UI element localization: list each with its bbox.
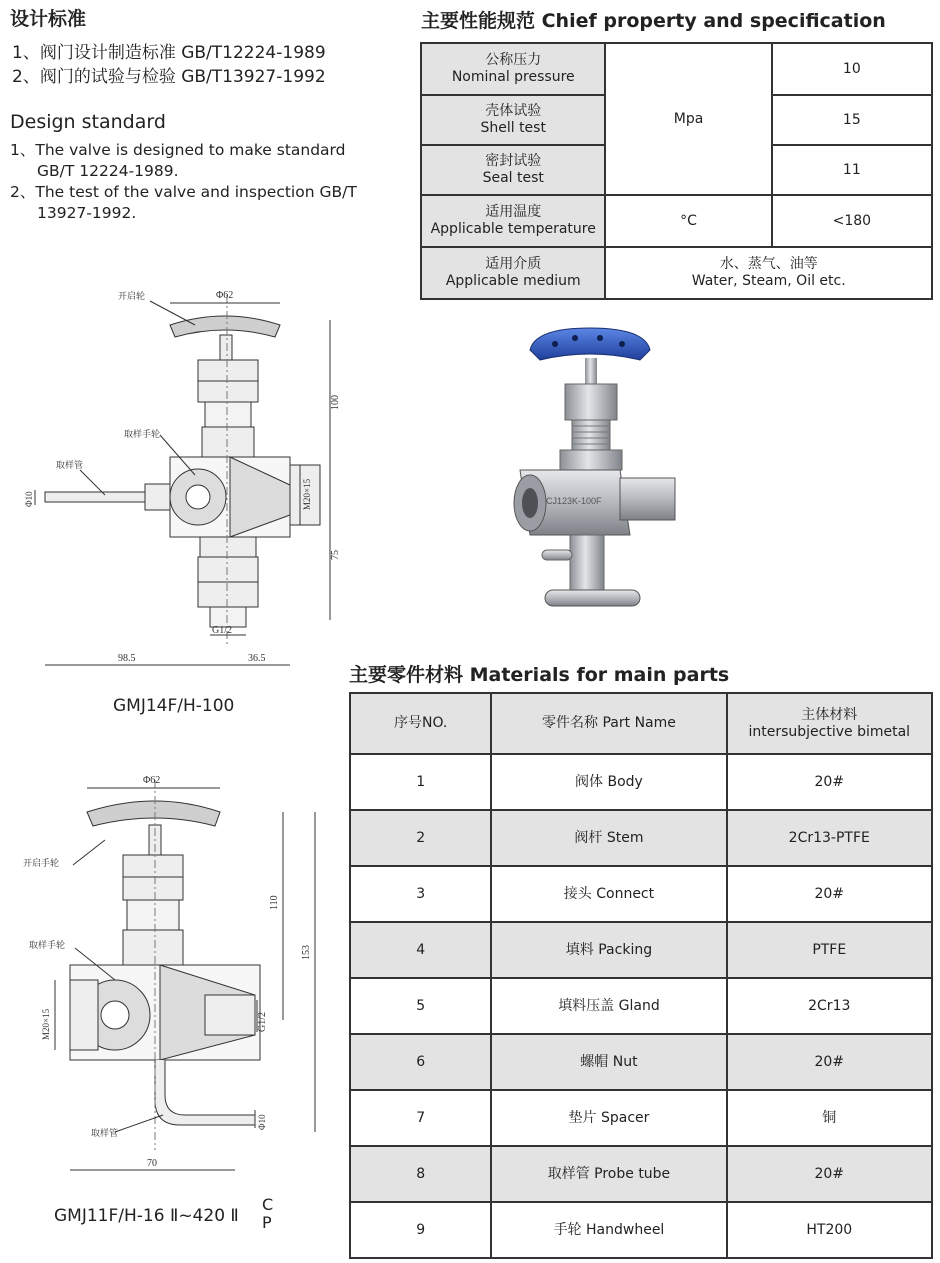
design-standard-cn-item-1: 1、阀门设计制造标准 GB/T12224-1989 <box>12 43 326 63</box>
table-row <box>350 1146 932 1202</box>
row-no: 9 <box>350 1202 491 1258</box>
spec-value-medium <box>605 247 932 299</box>
parts-table <box>349 692 933 1259</box>
drawing-gmj14f <box>20 285 380 675</box>
item-continuation: 13927-1992. <box>37 204 137 222</box>
caption-suffix <box>262 1196 273 1232</box>
spec-value-shell: 15 <box>772 95 932 145</box>
design-standard-cn-title: 设计标准 <box>10 8 87 30</box>
row-no: 1 <box>350 754 491 810</box>
table-row <box>350 1090 932 1146</box>
row-material: 铜 <box>727 1090 932 1146</box>
caption-suffix-top: C <box>262 1195 274 1214</box>
parts-title: 主要零件材料 Materials for main parts <box>349 664 730 686</box>
design-standard-cn-item-2: 2、阀门的试验与检验 GB/T13927-1992 <box>12 67 326 87</box>
label-cn: 适用温度 <box>485 204 542 220</box>
spec-unit-pressure: Mpa <box>605 43 771 195</box>
item-text: The valve is designed to make standard <box>35 141 346 159</box>
dim-g12: G1/2 <box>212 625 232 636</box>
spec-row-nominal <box>421 43 932 95</box>
dim-h100: 100 <box>330 395 341 410</box>
label-cn: 密封试验 <box>485 153 542 169</box>
drawing1-caption: GMJ14F/H-100 <box>113 696 235 716</box>
table-row <box>350 866 932 922</box>
dim-phi10: Φ10 <box>257 1114 267 1130</box>
label-sample-tube: 取样管 <box>56 460 84 470</box>
parts-header-row <box>350 693 932 754</box>
dim-m20: M20×15 <box>41 1008 51 1040</box>
valve-photo <box>500 320 680 620</box>
dim-w70: 70 <box>147 1158 157 1169</box>
header-material <box>727 693 932 754</box>
row-name: 垫片 Spacer <box>491 1090 726 1146</box>
design-standard-en-item-2 <box>10 182 400 224</box>
row-material: 20# <box>727 866 932 922</box>
header-name: 零件名称 Part Name <box>491 693 726 754</box>
medium-cn: 水、蒸气、油等 <box>719 256 818 272</box>
drawing2-caption <box>54 1206 239 1226</box>
dim-phi10: Φ10 <box>24 491 34 507</box>
row-material: 2Cr13-PTFE <box>727 810 932 866</box>
row-material: HT200 <box>727 1202 932 1258</box>
spec-label-temperature <box>421 195 605 247</box>
spec-table <box>420 42 933 300</box>
row-material: 2Cr13 <box>727 978 932 1034</box>
table-row <box>350 1034 932 1090</box>
row-name: 接头 Connect <box>491 866 726 922</box>
dim-g12: G1/2 <box>257 1012 268 1032</box>
handwheel-shape <box>87 801 220 826</box>
spec-label-nominal <box>421 43 605 95</box>
row-material: 20# <box>727 1034 932 1090</box>
row-name: 取样管 Probe tube <box>491 1146 726 1202</box>
item-number: 2、 <box>10 183 36 201</box>
dim-top: Φ62 <box>143 775 161 786</box>
row-material: PTFE <box>727 922 932 978</box>
row-no: 4 <box>350 922 491 978</box>
dim-h153: 153 <box>301 945 312 960</box>
row-material: 20# <box>727 754 932 810</box>
row-name: 螺帽 Nut <box>491 1034 726 1090</box>
caption-main: GMJ11F/H-16 Ⅱ~420 Ⅱ <box>54 1206 239 1226</box>
drawing-gmj11f <box>15 770 345 1180</box>
spec-value-temperature: <180 <box>772 195 932 247</box>
design-standard-en-item-1 <box>10 140 400 182</box>
dim-h75: 75 <box>330 550 341 560</box>
spec-title: 主要性能规范 Chief property and specification <box>421 10 886 32</box>
row-name: 填料 Packing <box>491 922 726 978</box>
photo-stamp: CJ123K-100F <box>546 496 602 506</box>
spec-row-temperature <box>421 195 932 247</box>
row-no: 5 <box>350 978 491 1034</box>
header-no: 序号NO. <box>350 693 491 754</box>
dim-h110: 110 <box>269 895 280 910</box>
spec-unit-temperature: °C <box>605 195 771 247</box>
label-cn: 壳体试验 <box>485 103 542 119</box>
label-sample-wheel: 取样手轮 <box>124 429 161 439</box>
label-handwheel: 开启轮 <box>118 291 146 301</box>
label-en: Applicable medium <box>445 273 581 289</box>
label-sample-wheel: 取样手轮 <box>29 940 66 950</box>
label-sample-tube: 取样管 <box>91 1128 119 1138</box>
design-standard-en-title: Design standard <box>10 111 166 133</box>
label-en: Seal test <box>482 170 544 186</box>
item-text: The test of the valve and inspection GB/T <box>35 183 357 201</box>
spec-value-seal: 11 <box>772 145 932 195</box>
spec-value-nominal: 10 <box>772 43 932 95</box>
label-en: Applicable temperature <box>430 221 596 237</box>
row-no: 6 <box>350 1034 491 1090</box>
item-number: 1、 <box>10 141 36 159</box>
table-row <box>350 922 932 978</box>
row-name: 填料压盖 Gland <box>491 978 726 1034</box>
medium-en: Water, Steam, Oil etc. <box>691 273 846 289</box>
table-row <box>350 978 932 1034</box>
row-name: 阀杆 Stem <box>491 810 726 866</box>
row-no: 3 <box>350 866 491 922</box>
handwheel-blue <box>530 328 650 360</box>
row-no: 8 <box>350 1146 491 1202</box>
header-material-en: intersubjective bimetal <box>748 723 911 740</box>
dim-w985: 98.5 <box>118 653 136 664</box>
label-en: Nominal pressure <box>451 69 575 85</box>
spec-label-shell <box>421 95 605 145</box>
label-cn: 公称压力 <box>485 52 542 68</box>
spec-row-medium <box>421 247 932 299</box>
table-row <box>350 810 932 866</box>
label-en: Shell test <box>480 120 546 136</box>
table-row <box>350 1202 932 1258</box>
item-continuation: GB/T 12224-1989. <box>37 162 179 180</box>
row-name: 阀体 Body <box>491 754 726 810</box>
spec-label-seal <box>421 145 605 195</box>
row-material: 20# <box>727 1146 932 1202</box>
handwheel-shape <box>170 316 280 337</box>
header-material-cn: 主体材料 <box>801 706 858 723</box>
spec-label-medium <box>421 247 605 299</box>
row-name: 手轮 Handwheel <box>491 1202 726 1258</box>
dim-top: Φ62 <box>216 290 234 301</box>
dim-w365: 36.5 <box>248 653 266 664</box>
label-cn: 适用介质 <box>485 256 542 272</box>
caption-suffix-bottom: P <box>262 1213 272 1232</box>
table-row <box>350 754 932 810</box>
row-no: 7 <box>350 1090 491 1146</box>
dim-m20: M20×15 <box>302 478 312 510</box>
label-handwheel: 开启手轮 <box>23 858 60 868</box>
row-no: 2 <box>350 810 491 866</box>
